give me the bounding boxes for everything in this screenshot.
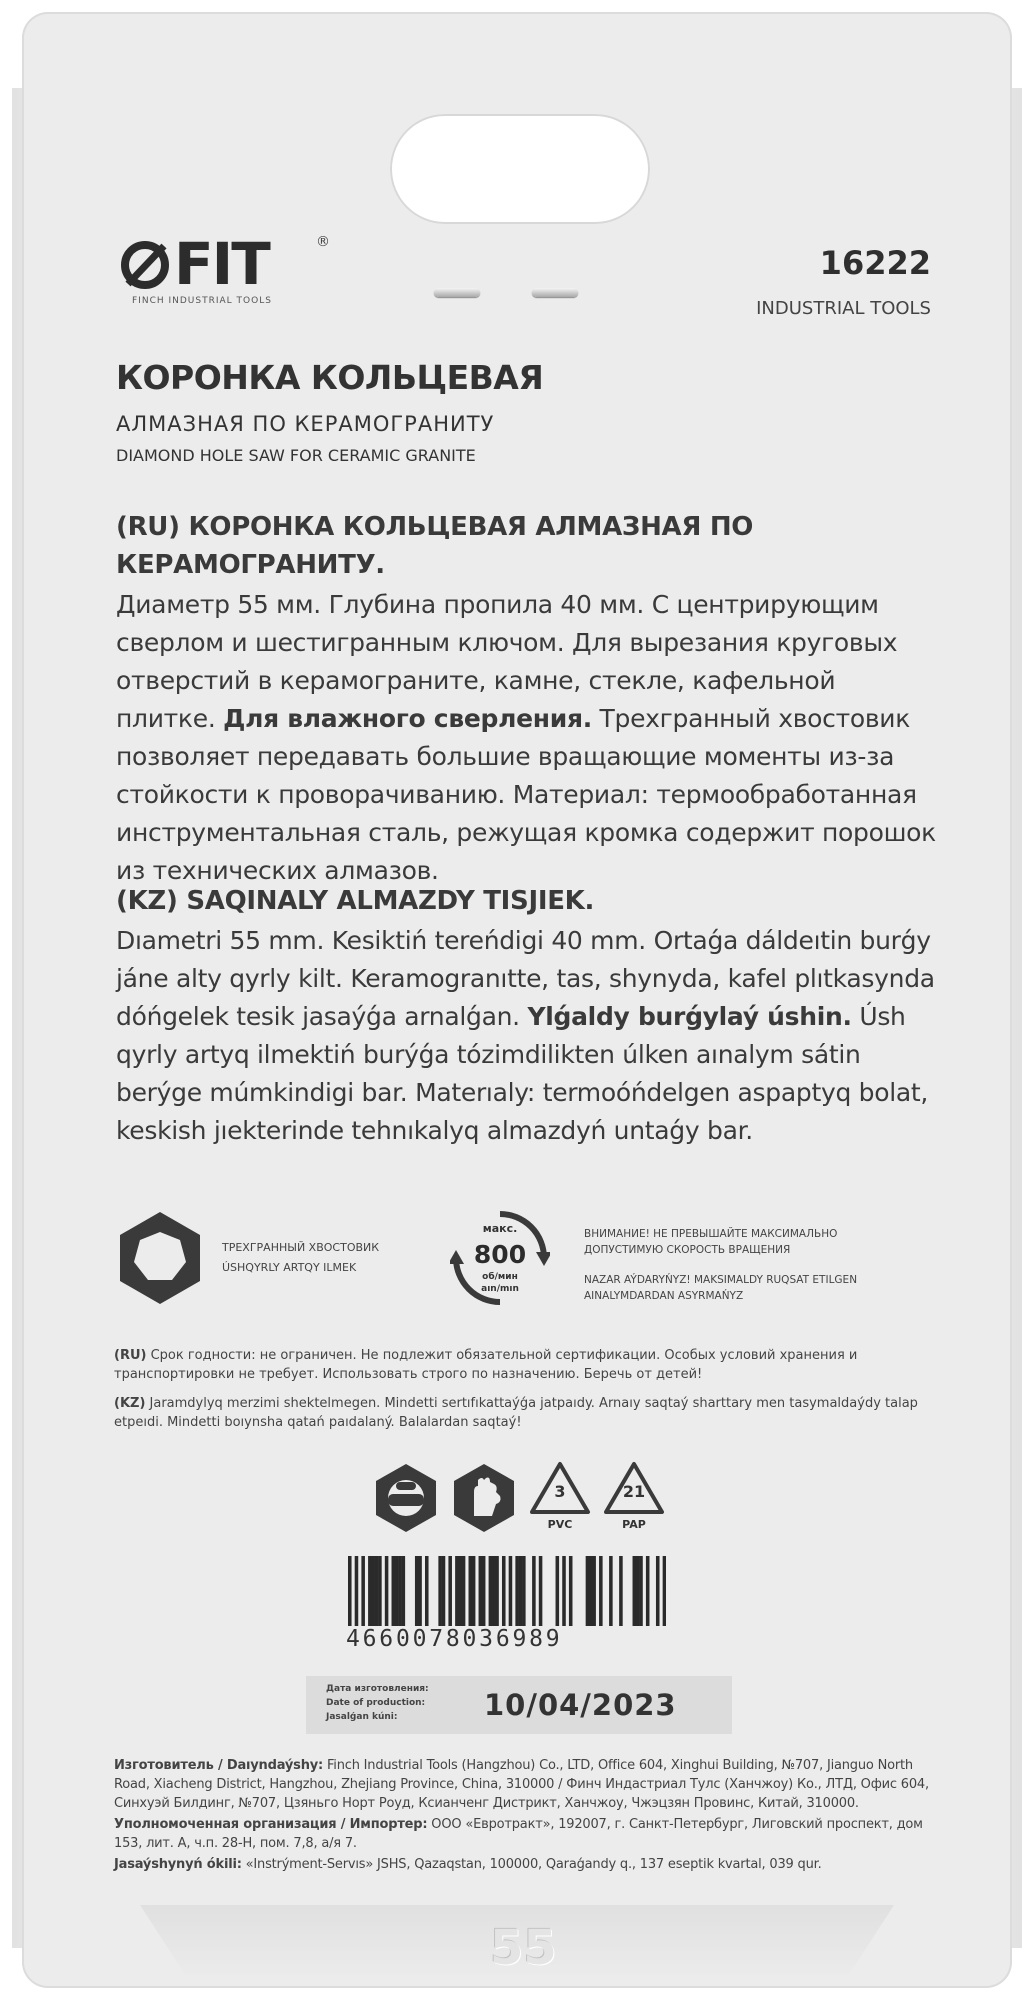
speed-warning (584, 1226, 884, 1304)
barcode-bar (589, 1556, 593, 1626)
recycle-pap-badge (602, 1460, 666, 1530)
barcode-bar (586, 1556, 590, 1626)
recycle-pvc-number: 3 (554, 1482, 566, 1501)
barcode-bar (469, 1556, 473, 1626)
shank-label-ru: ТРЕХГРАННЫЙ ХВОСТОВИК (222, 1241, 380, 1254)
tray-embossed-number: 55 (490, 1920, 557, 1976)
speed-value: 800 (473, 1240, 527, 1269)
fine-print-ru-prefix: (RU) (114, 1348, 147, 1363)
hex-shank-icon (118, 1210, 202, 1306)
barcode-bar (462, 1556, 466, 1626)
barcode-bar (448, 1556, 452, 1626)
barcode-digits: 4660078036989 (340, 1626, 670, 1652)
barcode-bar (492, 1556, 496, 1626)
warning-kz-1: NAZAR AÝDARYŃYZ! MAKSIMALDY RUQSAT ETILGEN (584, 1274, 858, 1286)
agent-label: Jasaýshynyń ókili: (114, 1857, 242, 1872)
fine-print-kz-prefix: (KZ) (114, 1396, 146, 1411)
production-date-label-ru: Дата изготовления: (326, 1684, 429, 1694)
barcode-bar (489, 1556, 493, 1626)
article-number: 16222 (819, 244, 931, 282)
logo-subtitle: FINCH INDUSTRIAL TOOLS (132, 296, 272, 306)
barcode-bar (599, 1556, 603, 1626)
shank-label (222, 1238, 379, 1278)
barcode-bar (395, 1556, 399, 1626)
barcode-bar (425, 1556, 429, 1626)
fine-print-ru-text: Срок годности: не ограничен. Не подлежит обязательной сертификации. Особых условий хранения и транспортировки не требует. Использовать строго по назначению. Беречь от детей! (114, 1348, 858, 1382)
barcode-bar (402, 1556, 406, 1626)
description-ru-text-1: Диаметр 55 мм. Глубина пропила 40 мм. С центрирующим сверлом и шестигранным ключом. Для вырезания круговых отверстий в керамограните, камне, стекле, кафельной плитке. (116, 590, 898, 733)
description-ru-text-2: Трехгранный хвостовик позволяет передавать большие вращающие моменты из-за стойкости к проворачиванию. Материал: термообработанная инструментальная сталь, режущая кромка содержит порошок из технических алмазов. (116, 704, 936, 885)
barcode-bar (532, 1556, 536, 1626)
article-category: INDUSTRIAL TOOLS (756, 298, 931, 319)
speed-prefix: макс. (482, 1222, 518, 1235)
barcode-bar (378, 1556, 382, 1626)
barcode-bar (442, 1556, 446, 1626)
production-date-labels (326, 1682, 429, 1724)
fine-print-kz-text: Jaramdylyq merzimi shektelmegen. Mindetti sertıfıkattaýǵa jatpaıdy. Arnaıy saqtaý sharttary men tasymaldaýdy talap etpeıdi. Mindetti boıynsha qatań paıdalaný. Balalardan saqtaý! (114, 1396, 918, 1430)
warning-kz-2: AINALYMDARDAN ASYRMAŃYZ (584, 1290, 744, 1302)
description-kz (116, 882, 936, 1150)
speed-unit-ru: об/мин (482, 1272, 518, 1282)
importer-label: Уполномоченная организация / Импортер: (114, 1817, 428, 1832)
importer-line (114, 1815, 934, 1853)
barcode-bar (619, 1556, 623, 1626)
description-kz-text-2: Úsh qyrly artyq ilmektiń burýǵa tózimdilikten úlken aınalym sátin berýge múmkindigi bar. Materıaly: termoóńdelgen aspaptyq bolat, keskish jıekterinde tehnıkalyq almazdyń untaǵy bar. (116, 1002, 929, 1145)
fine-print-kz (114, 1394, 934, 1432)
barcode-bar (482, 1556, 486, 1626)
description-ru-heading: (RU) КОРОНКА КОЛЬЦЕВАЯ АЛМАЗНАЯ ПО КЕРАМОГРАНИТУ. (116, 512, 754, 580)
max-speed-badge (450, 1208, 550, 1308)
recycle-pap-label: PAP (622, 1518, 646, 1531)
recycle-pvc-label: PVC (547, 1518, 573, 1531)
agent-line (114, 1855, 934, 1874)
barcode-bar (522, 1556, 526, 1626)
barcode-bar (455, 1556, 459, 1626)
brand-logo (118, 230, 330, 316)
description-kz-heading: (KZ) SAQINALY ALMAZDY TISJIEK. (116, 886, 595, 916)
barcode-bar (398, 1556, 402, 1626)
barcode-bar (639, 1556, 643, 1626)
barcode-bar (556, 1556, 560, 1626)
barcode-bar (375, 1556, 379, 1626)
production-date-label-en: Date of production: (326, 1698, 426, 1708)
agent-text: «Instrýment-Servıs» JSHS, Qazaqstan, 100000, Qaraǵandy q., 137 eseptik kvartal, 039 qur. (241, 1857, 822, 1872)
manufacturer-info (114, 1756, 934, 1876)
barcode-bar (495, 1556, 499, 1626)
logo-text: FIT (174, 230, 269, 298)
barcode-bar (519, 1556, 523, 1626)
barcode-bar (646, 1556, 650, 1626)
warning-ru-2: ДОПУСТИМУЮ СКОРОСТЬ ВРАЩЕНИЯ (584, 1244, 791, 1256)
fine-print-ru (114, 1346, 934, 1384)
maker-label: Изготовитель / Daıyndaýshy: (114, 1758, 324, 1773)
description-ru-bold: Для влажного сверления. (223, 704, 592, 733)
product-title: КОРОНКА КОЛЬЦЕВАЯ (116, 358, 544, 397)
barcode-bar (636, 1556, 640, 1626)
barcode-bar (633, 1556, 637, 1626)
staple-left (434, 288, 480, 297)
description-kz-bold: Ylǵaldy burǵylaý úshin. (527, 1002, 852, 1031)
speed-unit-kz: aın/mın (481, 1284, 519, 1294)
barcode-bar (609, 1556, 613, 1626)
barcode-bar (371, 1556, 375, 1626)
barcode-bar (562, 1556, 566, 1626)
safety-gloves-icon (452, 1462, 516, 1534)
product-subtitle-ru: АЛМАЗНАЯ ПО КЕРАМОГРАНИТУ (116, 412, 495, 436)
warning-ru-1: ВНИМАНИЕ! НЕ ПРЕВЫШАЙТЕ МАКСИМАЛЬНО (584, 1228, 838, 1240)
maker-line (114, 1756, 934, 1813)
barcode-bar (361, 1556, 365, 1626)
barcode-bar (569, 1556, 573, 1626)
description-kz-text-1: Dıametri 55 mm. Kesiktiń tereńdigi 40 mm. Ortaǵa dáldeıtin burǵy jáne alty qyrly kilt. Keramogranıtte, tas, shynyda, kafel plıtkasynda dóńgelek tesik jasaýǵa arnalǵan. (116, 926, 935, 1031)
barcode-bar (479, 1556, 483, 1626)
hang-hole (390, 114, 650, 224)
shank-label-kz: ÚSHQYRLY ARTQY ILMEK (222, 1261, 357, 1274)
barcode-bar (458, 1556, 462, 1626)
barcode-bar (472, 1556, 476, 1626)
logo-circle-icon (120, 240, 170, 290)
production-date-label-kz: Jasalǵan kúni: (326, 1712, 398, 1722)
description-ru (116, 508, 936, 890)
barcode-bar (392, 1556, 396, 1626)
product-subtitle-en: DIAMOND HOLE SAW FOR CERAMIC GRANITE (116, 446, 476, 465)
barcode-bar (438, 1556, 442, 1626)
recycle-pap-number: 21 (622, 1482, 646, 1501)
maker-text: Finch Industrial Tools (Hangzhou) Co., LTD, Office 604, Xinghui Building, №707, Jianguo North Road, Xiacheng District, Hangzhou, Zhejiang Province, China, 310000 / Финч Индастриал Тулс (Ханчжоу) Ко., ЛТД, Офис 604, Синхуэй Билдинг, №707, Цзяньго Норт Роуд, Ксианченг Дистрикт, Ханчжоу, Чжэцзян Провинс, Китай, 310000. (114, 1758, 929, 1811)
barcode-bar (385, 1556, 389, 1626)
barcode-bar (418, 1556, 422, 1626)
importer-text: ООО «Евротракт», 192007, г. Санкт-Петербург, Лиговский проспект, дом 153, лит. А, ч.п. 28-Н, пом. 7,8, а/я 7. (114, 1817, 923, 1851)
production-date-value: 10/04/2023 (484, 1688, 677, 1722)
barcode-bar (415, 1556, 419, 1626)
barcode-bar (592, 1556, 596, 1626)
safety-goggles-icon (374, 1462, 438, 1534)
staple-right (532, 288, 578, 297)
recycle-pvc-badge (528, 1460, 592, 1530)
registered-mark: ® (316, 234, 330, 250)
barcode-bar (515, 1556, 519, 1626)
barcode-bar (539, 1556, 543, 1626)
barcode-bar (368, 1556, 372, 1626)
